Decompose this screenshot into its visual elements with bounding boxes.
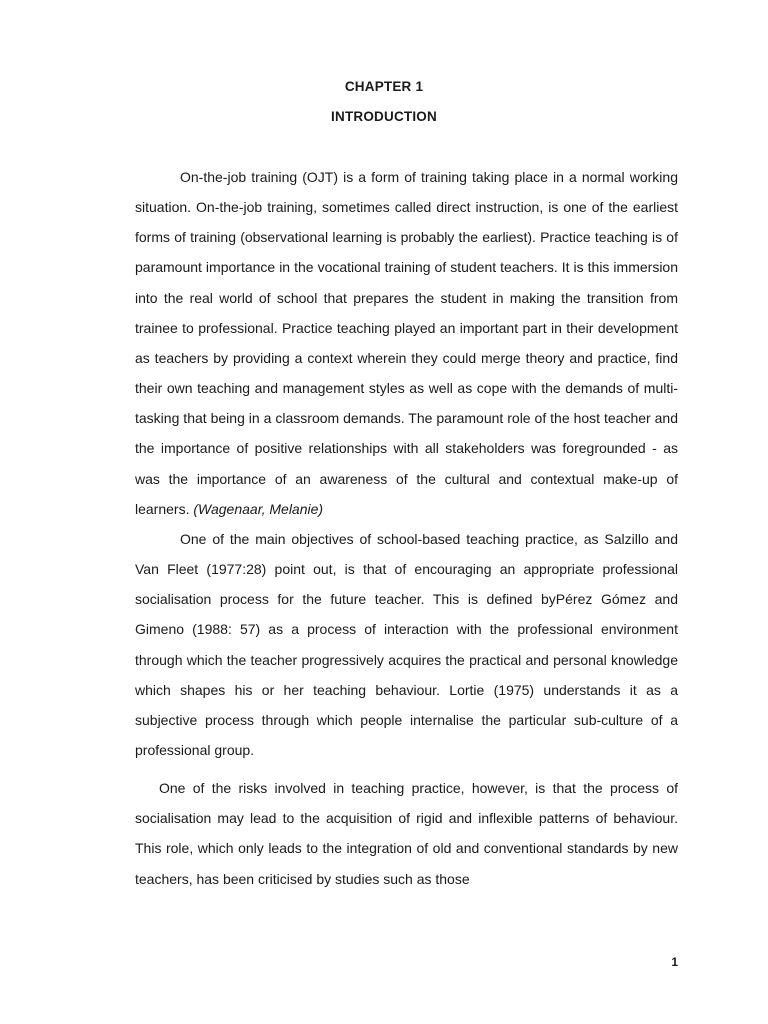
- paragraph-1-text: On-the-job training (OJT) is a form of training taking place in a normal working situation. On-the-job training, sometimes called direct instruction, is one of the earliest forms of training (observational learning is probably the earliest). Practice teaching is of paramount importance in the vocational training of student teachers. It is this immersion into the real world of school that prepares the student in making the transition from trainee to professional. Practice teaching played an important part in their development as teachers by providing a context wherein they could merge theory and practice, find their own teaching and management styles as well as cope with the demands of multi-tasking that being in a classroom demands. The paramount role of the host teacher and the importance of positive relationships with all stakeholders was foregrounded - as was the importance of an awareness of the cultural and contextual make-up of learners.: [135, 169, 678, 517]
- chapter-title: INTRODUCTION: [331, 109, 437, 124]
- paragraph-1: [135, 162, 678, 524]
- body-text: [135, 162, 678, 894]
- paragraph-2-text: One of the main objectives of school-based teaching practice, as Salzillo and Van Fleet (1977:28) point out, is that of encouraging an appropriate professional socialisation process for the future teacher. This is defined byPérez Gómez and Gimeno (1988: 57) as a process of interaction with the professional environment through which the teacher progressively acquires the practical and personal knowledge which shapes his or her teaching behaviour. Lortie (1975) understands it as a subjective process through which people internalise the particular sub-culture of a professional group.: [135, 530, 678, 758]
- chapter-label: CHAPTER 1: [344, 79, 424, 94]
- paragraph-2: [135, 524, 678, 765]
- page-number: 1: [671, 955, 678, 969]
- paragraph-3: [135, 773, 678, 894]
- paragraph-1-citation: (Wagenaar, Melanie): [193, 500, 324, 517]
- paragraph-3-text: One of the risks involved in teaching practice, however, is that the process of socialisation may lead to the acquisition of rigid and inflexible patterns of behaviour. This role, which only leads to the integration of old and conventional standards by new teachers, has been criticised by studies such as those: [135, 780, 678, 887]
